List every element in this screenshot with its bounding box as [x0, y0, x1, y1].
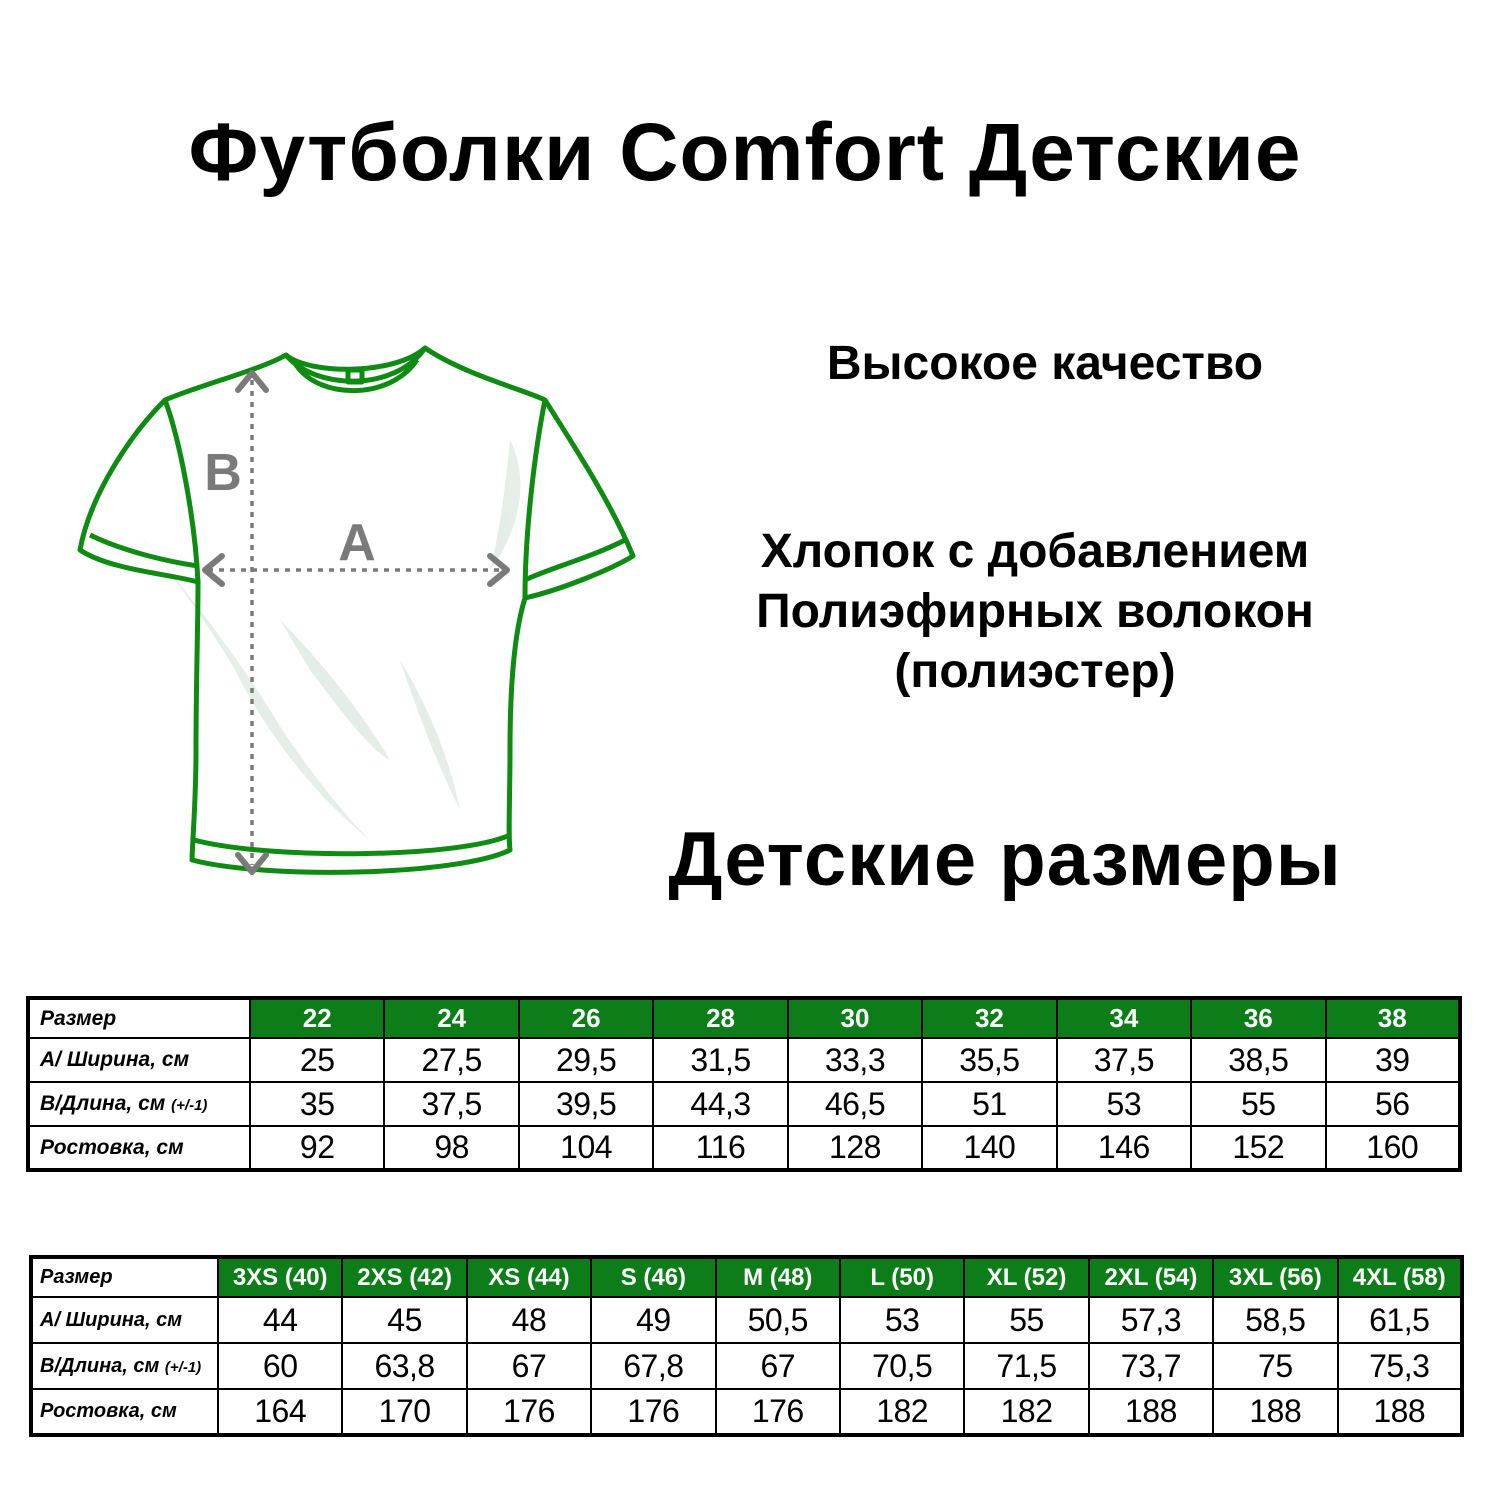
length-cell: 73,7	[1089, 1343, 1213, 1389]
length-cell: 39,5	[519, 1082, 653, 1126]
width-cell: 31,5	[653, 1038, 787, 1082]
row-label-length-text: B/Длина, см	[40, 1354, 160, 1377]
page-title: Футболки Comfort Детские	[188, 107, 1302, 198]
kids-sizes-heading: Детские размеры	[668, 817, 1342, 902]
width-cell: 48	[467, 1297, 591, 1343]
size-cell: M (48)	[716, 1257, 840, 1297]
table-row-width	[28, 1038, 1460, 1082]
size-cell: 38	[1326, 998, 1461, 1038]
length-cell: 67	[467, 1343, 591, 1389]
table-row-size	[28, 998, 1460, 1038]
height-cell: 188	[1338, 1389, 1462, 1435]
height-cell: 160	[1326, 1126, 1461, 1170]
height-cell: 98	[384, 1126, 518, 1170]
row-label-length	[28, 1082, 250, 1126]
height-cell: 176	[591, 1389, 715, 1435]
length-cell: 75,3	[1338, 1343, 1462, 1389]
width-cell: 35,5	[922, 1038, 1056, 1082]
height-cell: 182	[840, 1389, 964, 1435]
size-cell: 36	[1191, 998, 1325, 1038]
size-cell: 3XS (40)	[218, 1257, 342, 1297]
length-cell: 70,5	[840, 1343, 964, 1389]
height-cell: 164	[218, 1389, 342, 1435]
length-cell: 67	[716, 1343, 840, 1389]
width-cell: 50,5	[716, 1297, 840, 1343]
tshirt-outline	[80, 348, 633, 872]
row-label-size: Размер	[28, 998, 250, 1038]
length-cell: 71,5	[964, 1343, 1088, 1389]
quality-text: Высокое качество	[826, 337, 1264, 390]
size-cell: 30	[788, 998, 922, 1038]
row-label-width: A/ Ширина, см	[28, 1038, 250, 1082]
width-cell: 55	[964, 1297, 1088, 1343]
size-cell: 34	[1057, 998, 1191, 1038]
length-cell: 35	[250, 1082, 384, 1126]
width-cell: 53	[840, 1297, 964, 1343]
table-row-length	[28, 1082, 1460, 1126]
row-label-height: Ростовка, см	[31, 1389, 218, 1435]
width-cell: 27,5	[384, 1038, 518, 1082]
width-cell: 57,3	[1089, 1297, 1213, 1343]
length-cell: 46,5	[788, 1082, 922, 1126]
row-label-size: Размер	[31, 1257, 218, 1297]
size-cell: L (50)	[840, 1257, 964, 1297]
length-cell: 44,3	[653, 1082, 787, 1126]
tshirt-shading	[120, 440, 520, 840]
size-cell: 4XL (58)	[1338, 1257, 1462, 1297]
width-cell: 25	[250, 1038, 384, 1082]
height-cell: 104	[519, 1126, 653, 1170]
row-label-length-note: (+/-1)	[171, 1097, 208, 1114]
size-cell: 22	[250, 998, 384, 1038]
label-a: A	[338, 514, 376, 572]
height-cell: 146	[1057, 1126, 1191, 1170]
length-cell: 55	[1191, 1082, 1325, 1126]
size-cell: 2XS (42)	[342, 1257, 466, 1297]
size-cell: XL (52)	[964, 1257, 1088, 1297]
length-cell: 60	[218, 1343, 342, 1389]
row-label-height: Ростовка, см	[28, 1126, 250, 1170]
material-line: Хлопок с добавлением	[760, 525, 1310, 578]
size-cell: S (46)	[591, 1257, 715, 1297]
width-cell: 39	[1326, 1038, 1461, 1082]
height-cell: 188	[1089, 1389, 1213, 1435]
size-cell: 24	[384, 998, 518, 1038]
height-cell: 188	[1213, 1389, 1337, 1435]
tshirt-measurement-diagram	[70, 330, 650, 900]
height-cell: 92	[250, 1126, 384, 1170]
row-label-width: A/ Ширина, см	[31, 1297, 218, 1343]
length-cell: 63,8	[342, 1343, 466, 1389]
material-line: (полиэстер)	[894, 645, 1176, 698]
label-b: B	[204, 444, 242, 502]
length-cell: 67,8	[591, 1343, 715, 1389]
row-label-length	[31, 1343, 218, 1389]
height-cell: 176	[716, 1389, 840, 1435]
width-cell: 29,5	[519, 1038, 653, 1082]
length-cell: 51	[922, 1082, 1056, 1126]
width-cell: 37,5	[1057, 1038, 1191, 1082]
row-label-length-note: (+/-1)	[164, 1358, 202, 1376]
width-cell: 58,5	[1213, 1297, 1337, 1343]
width-cell: 61,5	[1338, 1297, 1462, 1343]
size-cell: 2XL (54)	[1089, 1257, 1213, 1297]
height-cell: 170	[342, 1389, 466, 1435]
row-label-length-text: B/Длина, см	[40, 1092, 166, 1115]
table-row-height	[28, 1126, 1460, 1170]
width-cell: 33,3	[788, 1038, 922, 1082]
width-cell: 44	[218, 1297, 342, 1343]
width-cell: 49	[591, 1297, 715, 1343]
material-text	[680, 522, 1390, 702]
width-cell: 45	[342, 1297, 466, 1343]
length-cell: 56	[1326, 1082, 1461, 1126]
height-cell: 116	[653, 1126, 787, 1170]
height-cell: 140	[922, 1126, 1056, 1170]
length-cell: 53	[1057, 1082, 1191, 1126]
width-cell: 38,5	[1191, 1038, 1325, 1082]
measurement-lines	[208, 380, 500, 865]
material-line: Полиэфирных волокон	[756, 585, 1314, 638]
size-cell: XS (44)	[467, 1257, 591, 1297]
size-table-kids	[26, 996, 1462, 1172]
size-cell: 28	[653, 998, 787, 1038]
table-row-size	[31, 1257, 1462, 1297]
table-row-width	[31, 1297, 1462, 1343]
length-cell: 37,5	[384, 1082, 518, 1126]
height-cell: 152	[1191, 1126, 1325, 1170]
height-cell: 182	[964, 1389, 1088, 1435]
height-cell: 176	[467, 1389, 591, 1435]
size-table-teen	[29, 1255, 1464, 1437]
table-row-height	[31, 1389, 1462, 1435]
size-cell: 3XL (56)	[1213, 1257, 1337, 1297]
table-row-length	[31, 1343, 1462, 1389]
height-cell: 128	[788, 1126, 922, 1170]
length-cell: 75	[1213, 1343, 1337, 1389]
size-cell: 26	[519, 998, 653, 1038]
size-cell: 32	[922, 998, 1056, 1038]
